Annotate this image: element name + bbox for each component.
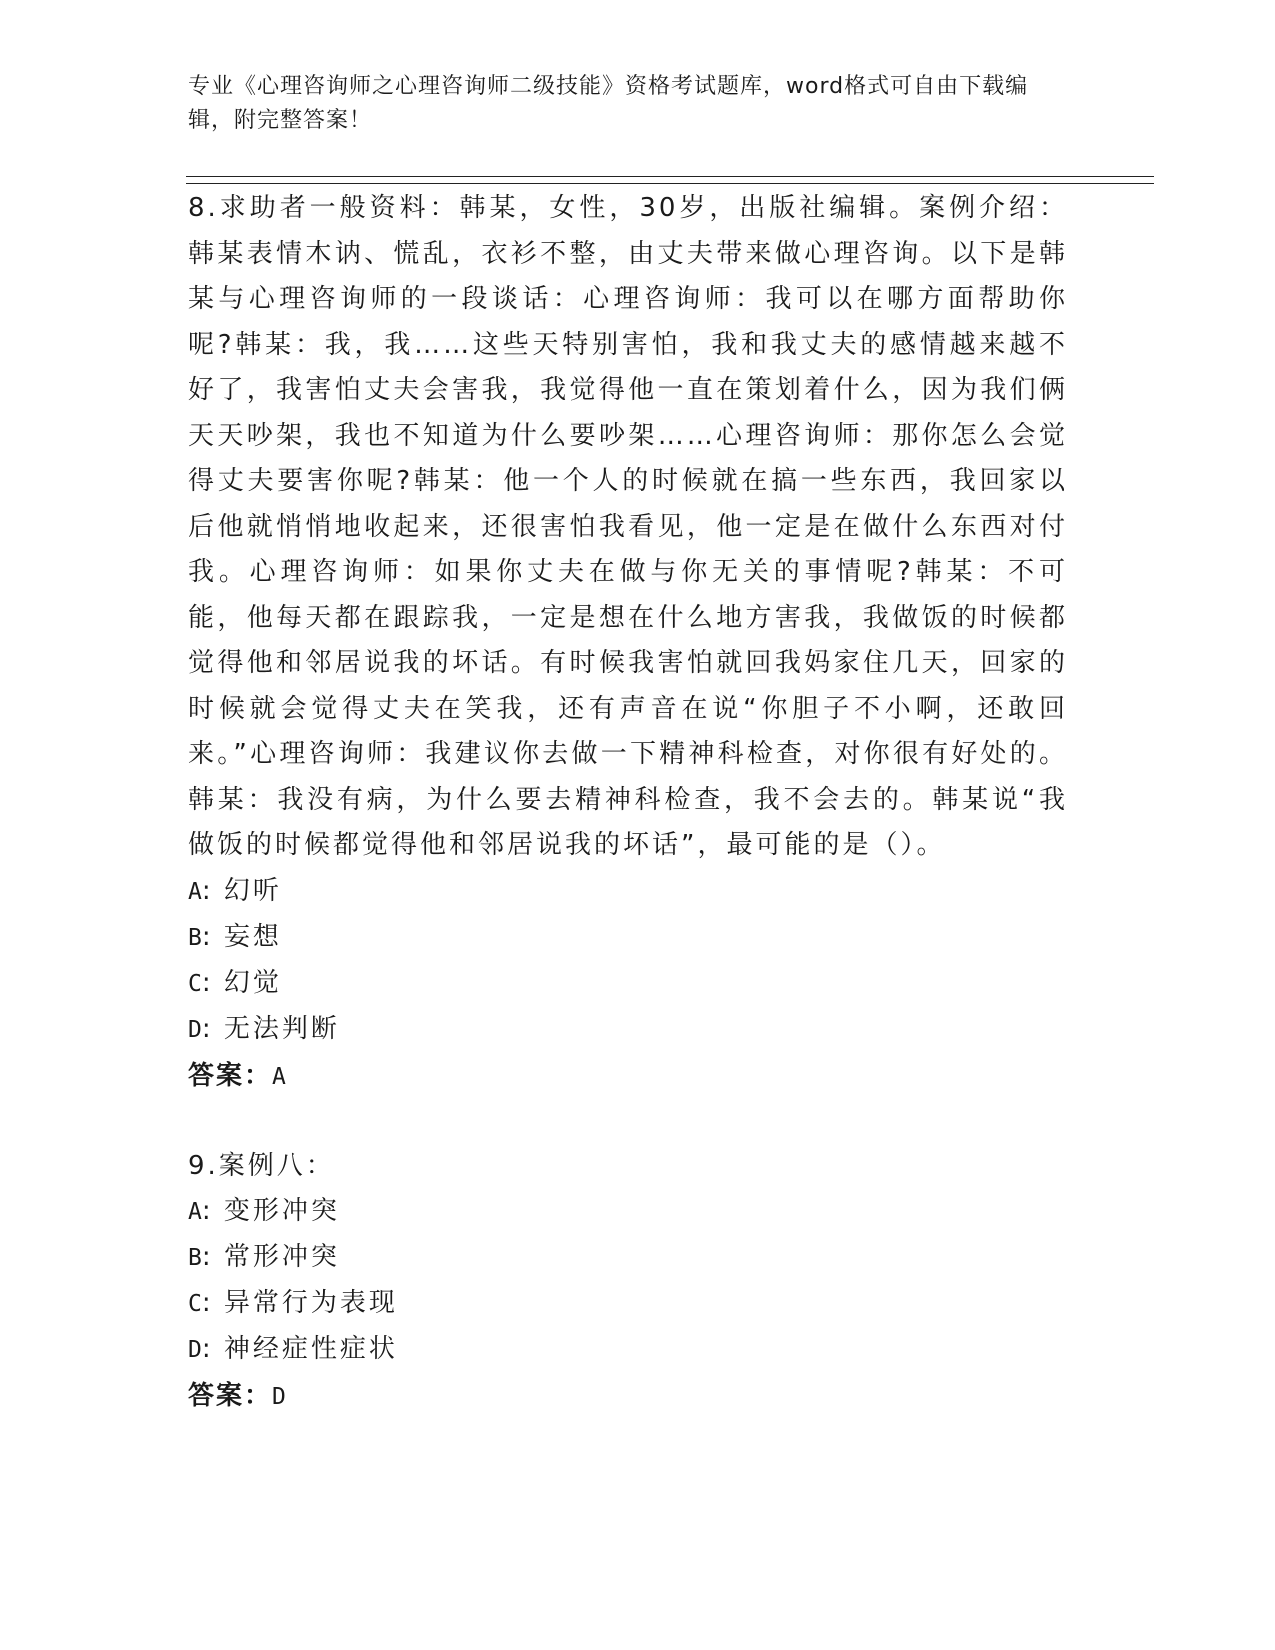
question-8	[188, 186, 1068, 1100]
answer-line	[188, 1053, 1068, 1100]
option-b	[188, 915, 1068, 961]
option-letter: D	[188, 1337, 202, 1363]
option-separator: :	[201, 921, 214, 952]
option-letter: C	[188, 1291, 202, 1317]
option-letter: A	[188, 878, 202, 905]
option-b	[188, 1235, 1068, 1281]
answer-line	[188, 1373, 1068, 1420]
option-a	[188, 869, 1068, 915]
option-separator: :	[201, 1334, 214, 1364]
option-separator: :	[201, 1288, 214, 1318]
option-text: 幻听	[223, 875, 282, 906]
option-separator: :	[201, 875, 214, 906]
header-divider-bottom	[186, 183, 1154, 184]
option-c	[188, 961, 1068, 1007]
question-spacer	[188, 1100, 1068, 1144]
option-letter: C	[188, 970, 202, 997]
option-text: 幻觉	[223, 967, 282, 998]
option-text: 神经症性症状	[223, 1334, 398, 1364]
header-divider-top	[186, 176, 1154, 177]
option-a	[188, 1189, 1068, 1235]
answer-label: 答案：	[188, 1381, 273, 1411]
answer-label: 答案：	[188, 1060, 273, 1091]
option-text: 无法判断	[223, 1013, 340, 1044]
answer-value: D	[272, 1384, 288, 1410]
question-stem: 8.求助者一般资料：韩某，女性，30岁，出版社编辑。案例介绍：韩某表情木讷、慌乱，衣衫不整，由丈夫带来做心理咨询。以下是韩某与心理咨询师的一段谈话：心理咨询师：我可以在哪方面帮助你呢?韩某：我，我……这些天特别害怕，我和我丈夫的感情越来越不好了，我害怕丈夫会害我，我觉得他一直在策划着什么，因为我们俩天天吵架，我也不知道为什么要吵架……心理咨询师：那你怎么会觉得丈夫要害你呢?韩某：他一个人的时候就在搞一些东西，我回家以后他就悄悄地收起来，还很害怕我看见，他一定是在做什么东西对付我。心理咨询师：如果你丈夫在做与你无关的事情呢?韩某：不可能，他每天都在跟踪我，一定是想在什么地方害我，我做饭的时候都觉得他和邻居说我的坏话。有时候我害怕就回我妈家住几天，回家的时候就会觉得丈夫在笑我，还有声音在说“你胆子不小啊，还敢回来。”心理咨询师：我建议你去做一下精神科检查，对你很有好处的。韩某：我没有病，为什么要去精神科检查，我不会去的。韩某说“我做饭的时候都觉得他和邻居说我的坏话”，最可能的是（）。	[188, 193, 1068, 860]
option-separator: :	[201, 1242, 214, 1272]
question-list	[188, 186, 1068, 1420]
option-separator: :	[201, 1196, 214, 1226]
question-9	[188, 1144, 1068, 1421]
option-separator: :	[201, 1013, 214, 1044]
option-letter: D	[188, 1016, 202, 1043]
option-d	[188, 1327, 1068, 1373]
option-c	[188, 1281, 1068, 1327]
answer-value: A	[272, 1063, 288, 1090]
page-header: 专业《心理咨询师之心理咨询师二级技能》资格考试题库，word格式可自由下载编辑，附完整答案！	[188, 74, 1029, 133]
option-text: 常形冲突	[223, 1242, 340, 1272]
option-letter: A	[188, 1199, 202, 1225]
option-separator: :	[201, 967, 214, 998]
option-text: 变形冲突	[223, 1196, 340, 1226]
option-letter: B	[188, 1245, 202, 1271]
option-text: 异常行为表现	[223, 1288, 398, 1318]
option-letter: B	[188, 924, 202, 951]
option-d	[188, 1007, 1068, 1053]
question-stem: 9.案例八：	[188, 1150, 335, 1181]
option-text: 妄想	[223, 921, 282, 952]
